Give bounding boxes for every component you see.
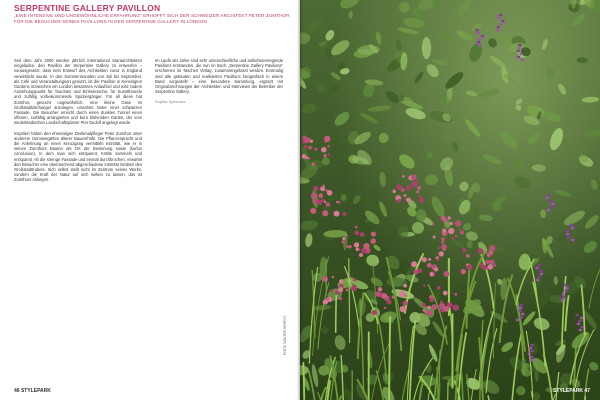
- text-column-left: [14, 58, 142, 188]
- garden-photo-image: [300, 0, 600, 400]
- photo-credit: FOTO: WALTER HERFST: [283, 315, 287, 355]
- paragraph: Inspiriert haben den ehemaligen Denkmalpfleger Peter Zumthor unter anderem Gemüsegärten älterer Bauernhöfe. Die Pflanzenpracht und die Anlehnung an einen Kreuzgang vermitteln Intimität, wie er in seinen Zumthors Bauten als Ort der Besinnung sowie (kurfux conclusion). In dem man sich entspannt, Kräfte sammeln und entspannt. Ist die strenge Fassade und einmal durchbrochen, erwartet den Besucher eine überraschend abgeschiedene Intimität inmitten des Großstadttrubels. Sich selbst stellt nicht im Zentrum seines Werks, sondern die Kraft der Natur auf sich wirken zu lassen, das ist Zumthors Anliegen.: [14, 130, 142, 183]
- paragraph: Im Laufe der Jahre sind sehr unterschiedliche und aufsehenerregende Pavillons entstanden, die nun im Buch „Serpentine Gallery Pavilions" erschienen im Taschen Verlag, zusammengefasst werden. Erstmalig sind alle gebauten und realisierten Pavillons fotografisch in einem Band vorgestellt – eine besondere Sammlung, ergänzt mit Originalzeichnungen der Architekten und Interviews der Betreiber der Serpentine Gallery.: [155, 58, 283, 95]
- article-deck: „EINE INTENSIVE UND UNGEWÖHNLICHE ERFAHRUNG" ERHOFFT SICH DER SCHWEIZER ARCHITEKT PETER ZUMTHOR FÜR DIE BESUCHER SEINES PAVILLONS IN DER SERPENTINE GALLERY IN LONDON: [14, 13, 290, 24]
- folio-right: STYLEPARK 47: [553, 388, 590, 394]
- text-column-right: [155, 58, 283, 105]
- article-headline: SERPENTINE GALLERY PAVILLON: [14, 3, 161, 13]
- folio-left: 46 STYLEPARK: [14, 388, 51, 394]
- author-byline: Sophia Sperrows: [155, 99, 186, 105]
- page-gutter: [297, 0, 303, 400]
- paragraph: Seit dem Jahr 2000 werden jährlich international Staraarchitekten eingeladen, den Pavillon der Serpentine Gallery zu entwerfen – vorausgesetzt, dass kein Entwurf des Architekten zuvor in England verwirklicht wurde. In den Sommermonaten von Juli bis September, als Café und Veranstaltungsort genutzt, ist der Pavillon in Kensington Gardens inzwischen ein London bekanntes Anlaufziel und wird zudem Anziehungspunkt für Touristen und Einheimische, für Kunstfreunde und zufällig vorbeikommende Spaziergänger. Für all diese hat Zumthor, gesucht ungewöhnlich, eine kleine Oase im Großstadtdschungel anzulegen, umrahmt hinter einer schwarzen Fassade. Die Besucher erreicht durch einen dunklen Tunnel einen offenen, sorfältig arrangierten und bunt blühenden Garten, der vom niederländischen Landschaftsplaner Piet Oudolf angelegt wurde.: [14, 58, 142, 126]
- garden-photo: [300, 0, 600, 400]
